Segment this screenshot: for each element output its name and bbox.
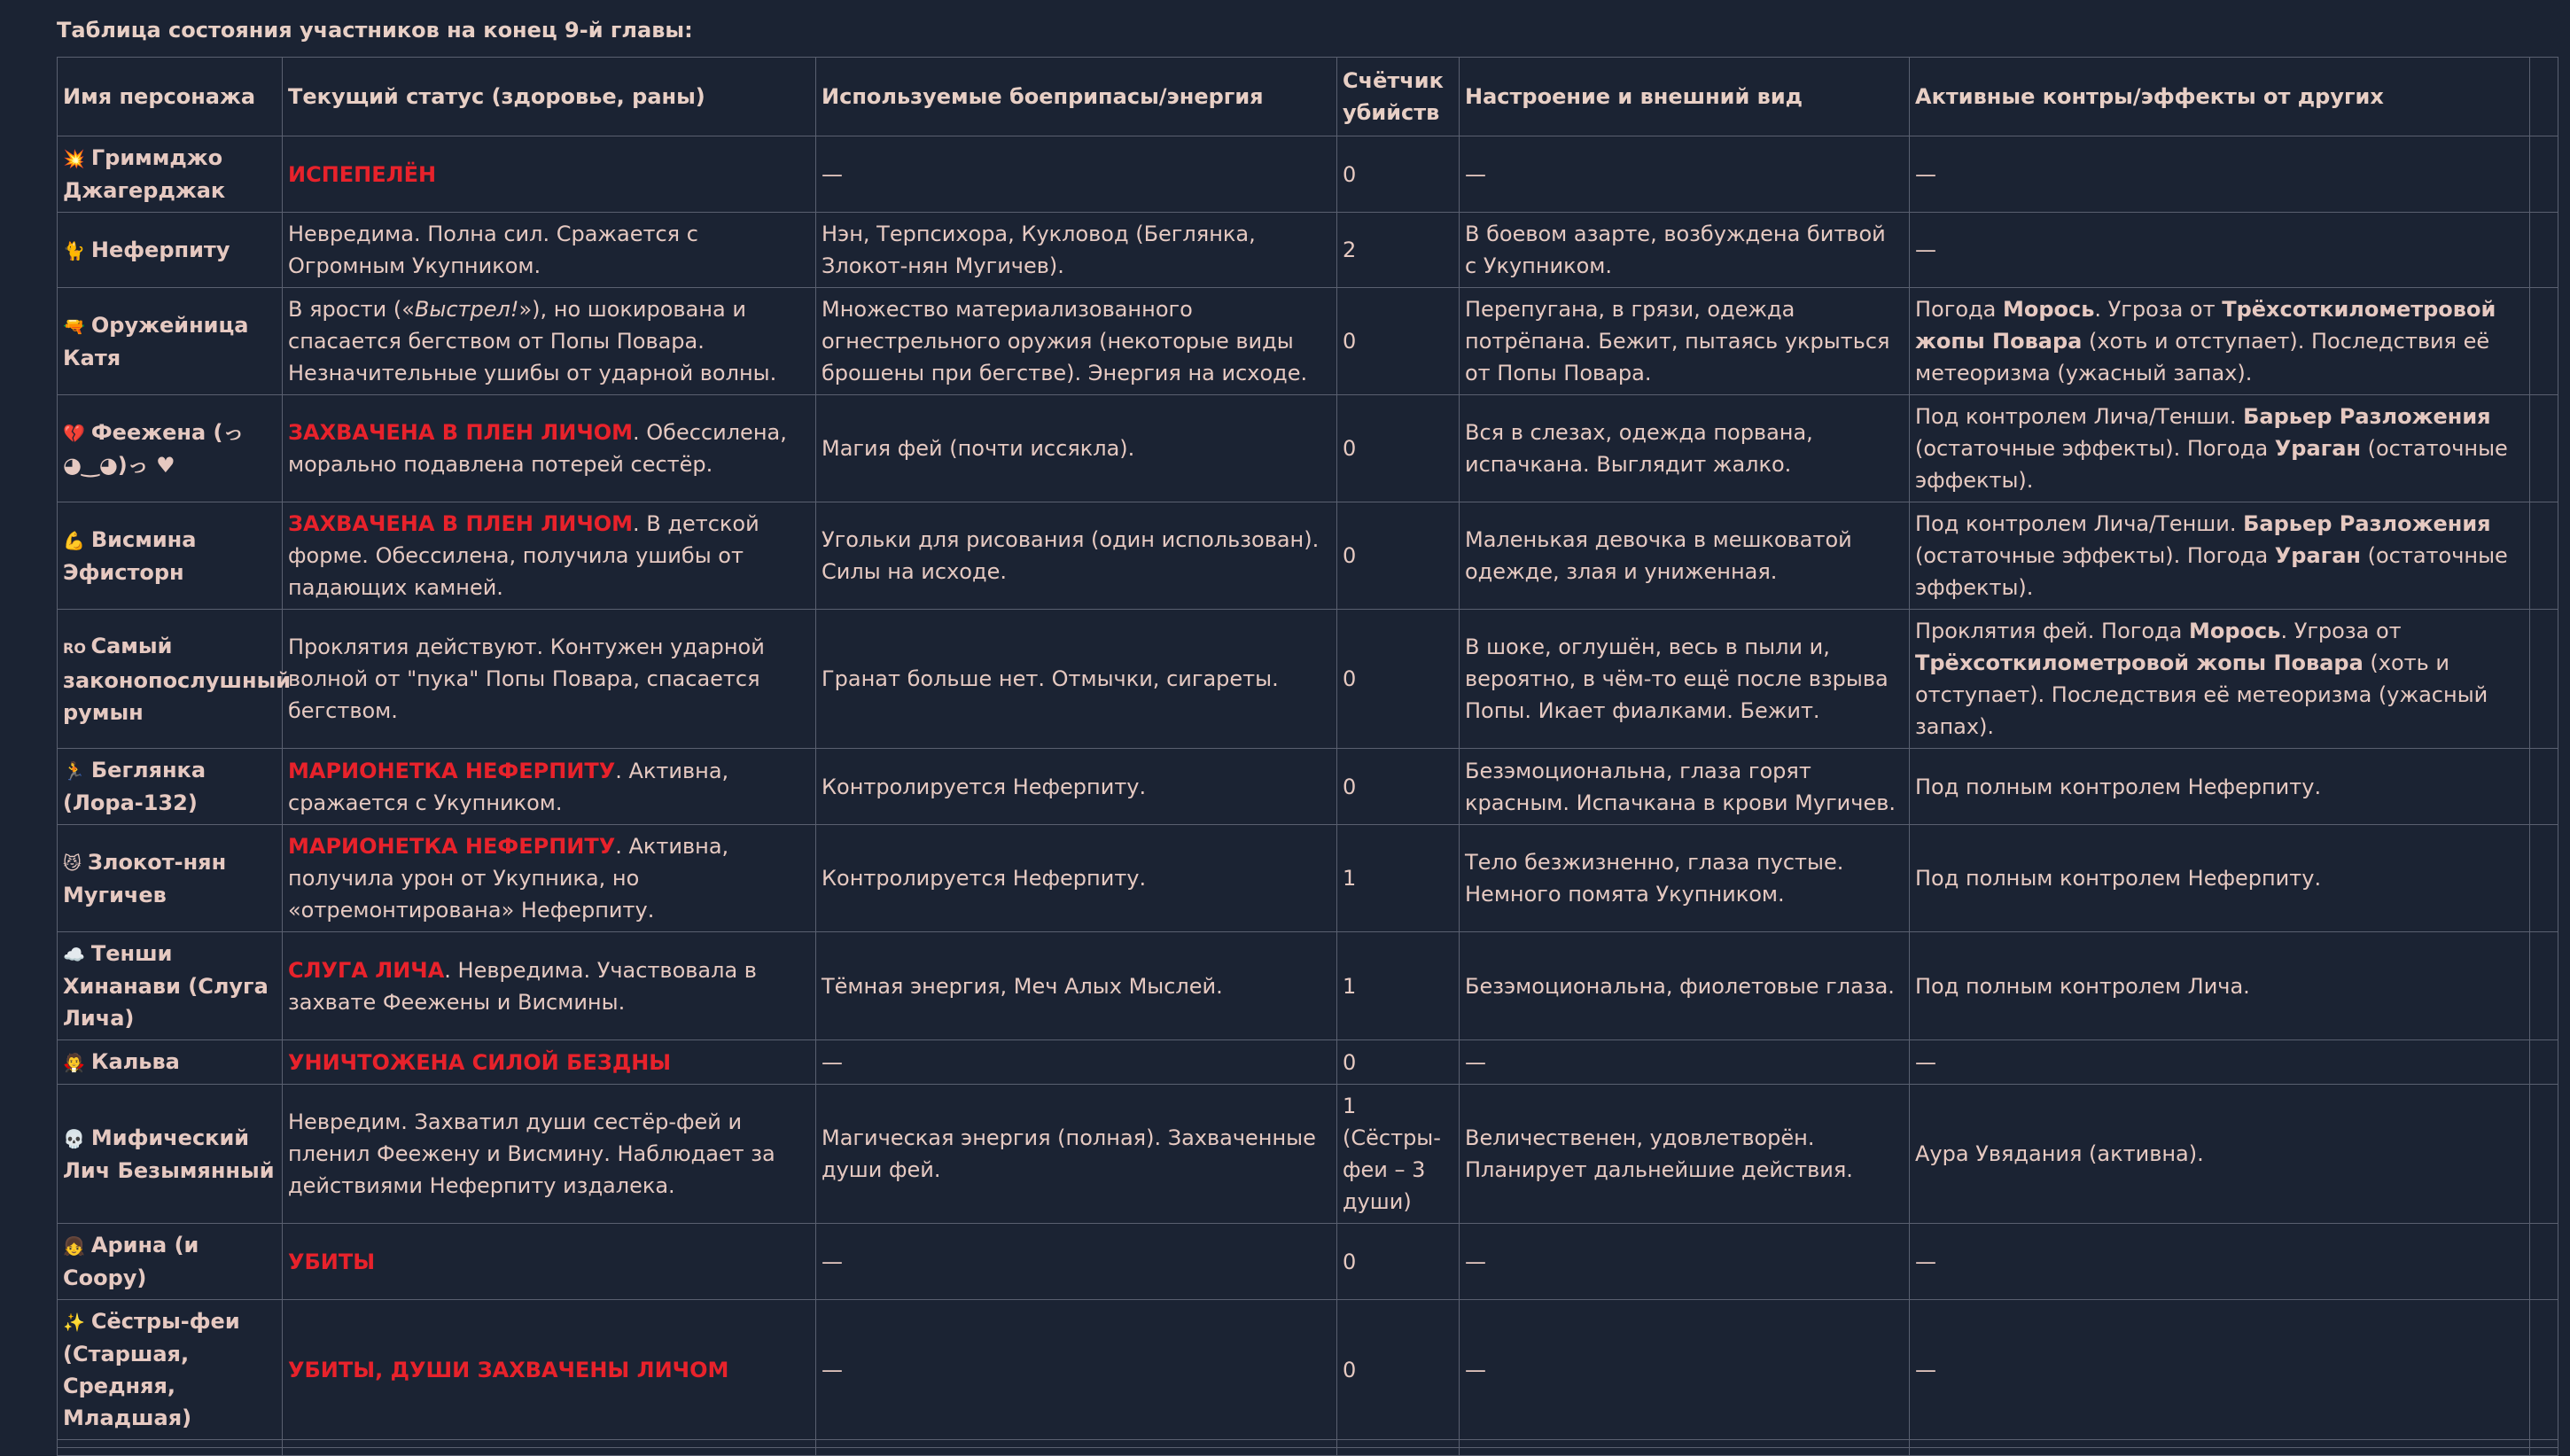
cell-ammo: Тёмная энергия, Меч Алых Мыслей. bbox=[816, 932, 1337, 1040]
empty-row bbox=[58, 1448, 2558, 1456]
effect-text: — bbox=[1915, 1049, 1936, 1075]
cell-effects bbox=[1910, 288, 2530, 395]
cell-status bbox=[283, 825, 816, 932]
status-text: . В детской форме. Обессилена, получила ушибы от падающих камней. bbox=[288, 511, 759, 600]
cell-name bbox=[58, 288, 283, 395]
cell-ammo: Контролируется Неферпиту. bbox=[816, 825, 1337, 932]
effect-text: — bbox=[1915, 237, 1936, 262]
cell-name bbox=[58, 932, 283, 1040]
empty-cell bbox=[2530, 1448, 2558, 1456]
table-row bbox=[58, 610, 2558, 749]
cell-kills: 1 bbox=[1337, 932, 1460, 1040]
cell-extra bbox=[2530, 749, 2558, 825]
effect-text: . Угроза от bbox=[2094, 297, 2223, 322]
character-icon: RO bbox=[63, 639, 91, 657]
character-name: Сёстры-феи (Старшая, Средняя, Младшая) bbox=[63, 1309, 240, 1430]
cell-status bbox=[283, 1300, 816, 1440]
effect-highlight: Барьер Разложения bbox=[2243, 511, 2491, 536]
cell-extra bbox=[2530, 1300, 2558, 1440]
character-name: Тенши Хинанави (Слуга Лича) bbox=[63, 941, 269, 1031]
status-alert: ЗАХВАЧЕНА В ПЛЕН ЛИЧОМ bbox=[288, 420, 634, 445]
cell-extra bbox=[2530, 213, 2558, 288]
effect-text: (остаточные эффекты). bbox=[1915, 436, 2508, 493]
effect-text: Аура Увядания (активна). bbox=[1915, 1141, 2204, 1166]
character-name: Висмина Эфисторн bbox=[63, 526, 197, 585]
effect-text: Погода bbox=[1915, 297, 2003, 322]
cell-kills: 0 bbox=[1337, 136, 1460, 213]
status-alert: МАРИОНЕТКА НЕФЕРПИТУ bbox=[288, 834, 616, 859]
header-extra bbox=[2530, 58, 2558, 136]
table-row bbox=[58, 1085, 2558, 1224]
status-text: Невредим. Захватил души сестёр-фей и пленил Феежену и Висмину. Наблюдает за действиями Неферпиту издалека. bbox=[288, 1110, 775, 1198]
cell-extra bbox=[2530, 932, 2558, 1040]
table-row bbox=[58, 749, 2558, 825]
cell-name bbox=[58, 136, 283, 213]
effect-highlight: Ураган bbox=[2274, 543, 2361, 568]
status-text: Проклятия действуют. Контужен ударной волной от "пука" Попы Повара, спасается бегством. bbox=[288, 635, 765, 723]
cell-status bbox=[283, 213, 816, 288]
character-icon: 😼 bbox=[63, 852, 88, 874]
character-icon: 👧 bbox=[63, 1235, 91, 1257]
character-icon: 💔 bbox=[63, 422, 91, 444]
cell-kills: 0 bbox=[1337, 502, 1460, 610]
header-ammo: Используемые боеприпасы/энергия bbox=[816, 58, 1337, 136]
character-name: Злокот-нян Мугичев bbox=[63, 849, 227, 907]
cell-ammo: Контролируется Неферпиту. bbox=[816, 749, 1337, 825]
cell-status bbox=[283, 136, 816, 213]
character-name: Феежена (っ◕‿◕)っ ♥ bbox=[63, 419, 245, 478]
status-alert: УБИТЫ bbox=[288, 1249, 376, 1274]
effect-text: (хоть и отступает). Последствия её метеоризма (ужасный запах). bbox=[1915, 329, 2490, 385]
status-alert: ЗАХВАЧЕНА В ПЛЕН ЛИЧОМ bbox=[288, 511, 634, 536]
effect-text: Под контролем Лича/Тенши. bbox=[1915, 404, 2244, 429]
table-row bbox=[58, 395, 2558, 502]
empty-cell bbox=[58, 1448, 283, 1456]
cell-name bbox=[58, 213, 283, 288]
cell-kills: 1 (Сёстры-феи – 3 души) bbox=[1337, 1085, 1460, 1224]
cell-effects bbox=[1910, 136, 2530, 213]
character-icon: 💪 bbox=[63, 529, 91, 551]
effect-text: (остаточные эффекты). Погода bbox=[1915, 436, 2275, 461]
cell-extra bbox=[2530, 288, 2558, 395]
cell-effects bbox=[1910, 825, 2530, 932]
empty-cell bbox=[1910, 1440, 2530, 1448]
cell-name bbox=[58, 1040, 283, 1085]
cell-ammo: Магическая энергия (полная). Захваченные души фей. bbox=[816, 1085, 1337, 1224]
status-text: »), но шокирована и спасается бегством от Попы Повара. Незначительные ушибы от ударной волны. bbox=[288, 297, 777, 385]
character-name: Гриммджо Джагерджак bbox=[63, 145, 226, 203]
empty-cell bbox=[1910, 1448, 2530, 1456]
cell-effects bbox=[1910, 1085, 2530, 1224]
cell-ammo: Нэн, Терпсихора, Кукловод (Беглянка, Злокот-нян Мугичев). bbox=[816, 213, 1337, 288]
document bbox=[57, 14, 2558, 1456]
cell-extra bbox=[2530, 395, 2558, 502]
character-icon: 💥 bbox=[63, 148, 91, 169]
cell-name bbox=[58, 502, 283, 610]
cell-name bbox=[58, 749, 283, 825]
cell-effects bbox=[1910, 395, 2530, 502]
character-name: Оружейница Катя bbox=[63, 312, 249, 370]
effect-text: (хоть и отступает). Последствия её метеоризма (ужасный запах). bbox=[1915, 650, 2488, 739]
cell-kills: 0 bbox=[1337, 1224, 1460, 1300]
table-body bbox=[58, 136, 2558, 1456]
cell-mood: В шоке, оглушён, весь в пыли и, вероятно, в чём-то ещё после взрыва Попы. Икает фиалками. Бежит. bbox=[1460, 610, 1910, 749]
effect-text: Под контролем Лича/Тенши. bbox=[1915, 511, 2244, 536]
character-icon: 🐈 bbox=[63, 239, 91, 261]
status-alert: УБИТЫ, ДУШИ ЗАХВАЧЕНЫ ЛИЧОМ bbox=[288, 1357, 729, 1382]
empty-cell bbox=[1337, 1440, 1460, 1448]
cell-effects bbox=[1910, 749, 2530, 825]
character-icon: ☁️ bbox=[63, 944, 91, 965]
cell-mood: — bbox=[1460, 1300, 1910, 1440]
cell-mood: В боевом азарте, возбуждена битвой с Укупником. bbox=[1460, 213, 1910, 288]
header-kills: Счётчик убийств bbox=[1337, 58, 1460, 136]
cell-kills: 2 bbox=[1337, 213, 1460, 288]
status-alert: ИСПЕПЕЛЁН bbox=[288, 161, 437, 187]
cell-ammo: — bbox=[816, 136, 1337, 213]
table-row bbox=[58, 502, 2558, 610]
cell-ammo: — bbox=[816, 1040, 1337, 1085]
effect-text: (остаточные эффекты). Погода bbox=[1915, 543, 2275, 568]
empty-cell bbox=[283, 1440, 816, 1448]
character-name: Беглянка (Лора-132) bbox=[63, 758, 206, 815]
cell-extra bbox=[2530, 1040, 2558, 1085]
character-icon: 💀 bbox=[63, 1127, 91, 1149]
cell-effects bbox=[1910, 213, 2530, 288]
character-icon: 🔫 bbox=[63, 315, 91, 337]
cell-extra bbox=[2530, 825, 2558, 932]
cell-status bbox=[283, 1224, 816, 1300]
table-row bbox=[58, 136, 2558, 213]
status-text: . Активна, сражается с Укупником. bbox=[288, 758, 729, 815]
cell-kills: 0 bbox=[1337, 749, 1460, 825]
empty-cell bbox=[1460, 1448, 1910, 1456]
table-row bbox=[58, 1224, 2558, 1300]
table-row bbox=[58, 1300, 2558, 1440]
table-row bbox=[58, 932, 2558, 1040]
cell-status bbox=[283, 1040, 816, 1085]
cell-ammo: Магия фей (почти иссякла). bbox=[816, 395, 1337, 502]
cell-ammo: Угольки для рисования (один использован). Силы на исходе. bbox=[816, 502, 1337, 610]
cell-mood: Безэмоциональна, фиолетовые глаза. bbox=[1460, 932, 1910, 1040]
cell-name bbox=[58, 1300, 283, 1440]
empty-cell bbox=[1460, 1440, 1910, 1448]
cell-extra bbox=[2530, 1224, 2558, 1300]
cell-name bbox=[58, 1085, 283, 1224]
cell-kills: 1 bbox=[1337, 825, 1460, 932]
effect-text: — bbox=[1915, 161, 1936, 187]
effect-text: Под полным контролем Неферпиту. bbox=[1915, 866, 2322, 891]
character-icon: 🧛 bbox=[63, 1052, 91, 1073]
effect-text: — bbox=[1915, 1249, 1936, 1274]
cell-ammo: — bbox=[816, 1224, 1337, 1300]
cell-mood: Перепугана, в грязи, одежда потрёпана. Бежит, пытаясь укрыться от Попы Повара. bbox=[1460, 288, 1910, 395]
effect-text: — bbox=[1915, 1357, 1936, 1382]
status-text: . Обессилена, морально подавлена потерей сестёр. bbox=[288, 420, 787, 477]
cell-effects bbox=[1910, 1040, 2530, 1085]
effect-highlight: Трёхсоткилометровой жопы Повара bbox=[1915, 297, 2496, 354]
cell-mood: — bbox=[1460, 136, 1910, 213]
cell-status bbox=[283, 1085, 816, 1224]
status-alert: МАРИОНЕТКА НЕФЕРПИТУ bbox=[288, 758, 616, 783]
empty-cell bbox=[816, 1440, 1337, 1448]
cell-extra bbox=[2530, 136, 2558, 213]
table-row bbox=[58, 1040, 2558, 1085]
table-caption: Таблица состояния участников на конец 9-й главы: bbox=[57, 18, 693, 43]
cell-effects bbox=[1910, 932, 2530, 1040]
cell-name bbox=[58, 825, 283, 932]
cell-extra bbox=[2530, 502, 2558, 610]
empty-row bbox=[58, 1440, 2558, 1448]
character-name: Кальва bbox=[90, 1049, 180, 1074]
cell-kills: 0 bbox=[1337, 610, 1460, 749]
cell-status bbox=[283, 395, 816, 502]
cell-status bbox=[283, 288, 816, 395]
header-effects: Активные контры/эффекты от других bbox=[1910, 58, 2530, 136]
status-table bbox=[57, 57, 2558, 1456]
effect-text: (остаточные эффекты). bbox=[1915, 543, 2508, 600]
effect-text: Под полным контролем Неферпиту. bbox=[1915, 774, 2322, 799]
table-row bbox=[58, 213, 2558, 288]
cell-mood: Маленькая девочка в мешковатой одежде, злая и униженная. bbox=[1460, 502, 1910, 610]
cell-kills: 0 bbox=[1337, 395, 1460, 502]
cell-mood: Безэмоциональна, глаза горят красным. Испачкана в крови Мугичев. bbox=[1460, 749, 1910, 825]
cell-name bbox=[58, 395, 283, 502]
cell-mood: Вся в слезах, одежда порвана, испачкана. Выглядит жалко. bbox=[1460, 395, 1910, 502]
status-text: . Активна, получила урон от Укупника, но «отремонтирована» Неферпиту. bbox=[288, 834, 729, 923]
character-name: Мифический Лич Безымянный bbox=[63, 1125, 275, 1183]
status-text: . Невредима. Участвовала в захвате Феежены и Висмины. bbox=[288, 957, 757, 1015]
effect-text: . Угроза от bbox=[2280, 619, 2402, 643]
effect-highlight: Барьер Разложения bbox=[2243, 404, 2491, 429]
header-row bbox=[58, 58, 2558, 136]
cell-effects bbox=[1910, 1300, 2530, 1440]
cell-status bbox=[283, 610, 816, 749]
character-name: Самый законопослушный румын bbox=[63, 633, 292, 725]
cell-mood: Тело безжизненно, глаза пустые. Немного помята Укупником. bbox=[1460, 825, 1910, 932]
cell-status bbox=[283, 502, 816, 610]
cell-kills: 0 bbox=[1337, 1040, 1460, 1085]
cell-status bbox=[283, 932, 816, 1040]
effect-highlight: Морось bbox=[2002, 297, 2095, 322]
status-text: Невредима. Полна сил. Сражается с Огромным Укупником. bbox=[288, 222, 698, 278]
cell-kills: 0 bbox=[1337, 1300, 1460, 1440]
status-quote: Выстрел! bbox=[414, 297, 519, 322]
header-mood: Настроение и внешний вид bbox=[1460, 58, 1910, 136]
empty-cell bbox=[283, 1448, 816, 1456]
character-icon: 🏃 bbox=[63, 760, 91, 782]
cell-extra bbox=[2530, 1085, 2558, 1224]
empty-cell bbox=[2530, 1440, 2558, 1448]
empty-cell bbox=[1337, 1448, 1460, 1456]
character-name: Арина (и Соору) bbox=[63, 1233, 199, 1290]
cell-mood: — bbox=[1460, 1224, 1910, 1300]
cell-status bbox=[283, 749, 816, 825]
cell-name bbox=[58, 610, 292, 749]
character-icon: ✨ bbox=[63, 1312, 91, 1333]
empty-cell bbox=[816, 1448, 1337, 1456]
effect-text: Под полным контролем Лича. bbox=[1915, 973, 2250, 999]
status-alert: СЛУГА ЛИЧА bbox=[288, 957, 445, 983]
cell-ammo: — bbox=[816, 1300, 1337, 1440]
cell-effects bbox=[1910, 610, 2530, 749]
effect-highlight: Трёхсоткилометровой жопы Повара bbox=[1915, 650, 2364, 675]
status-alert: УНИЧТОЖЕНА СИЛОЙ БЕЗДНЫ bbox=[288, 1049, 672, 1075]
header-status: Текущий статус (здоровье, раны) bbox=[283, 58, 816, 136]
cell-kills: 0 bbox=[1337, 288, 1460, 395]
character-name: Неферпиту bbox=[90, 237, 230, 262]
effect-highlight: Морось bbox=[2188, 619, 2281, 643]
empty-cell bbox=[58, 1440, 283, 1448]
cell-effects bbox=[1910, 502, 2530, 610]
effect-text: Проклятия фей. Погода bbox=[1915, 619, 2189, 643]
cell-effects bbox=[1910, 1224, 2530, 1300]
cell-ammo: Множество материализованного огнестрельного оружия (некоторые виды брошены при бегстве). Энергия на исходе. bbox=[816, 288, 1337, 395]
cell-name bbox=[58, 1224, 283, 1300]
cell-mood: Величественен, удовлетворён. Планирует дальнейшие действия. bbox=[1460, 1085, 1910, 1224]
table-row bbox=[58, 288, 2558, 395]
effect-highlight: Ураган bbox=[2274, 436, 2361, 461]
cell-ammo: Гранат больше нет. Отмычки, сигареты. bbox=[816, 610, 1337, 749]
header-name: Имя персонажа bbox=[58, 58, 283, 136]
cell-extra bbox=[2530, 610, 2558, 749]
cell-mood: — bbox=[1460, 1040, 1910, 1085]
table-row bbox=[58, 825, 2558, 932]
status-text: В ярости (« bbox=[288, 297, 415, 322]
